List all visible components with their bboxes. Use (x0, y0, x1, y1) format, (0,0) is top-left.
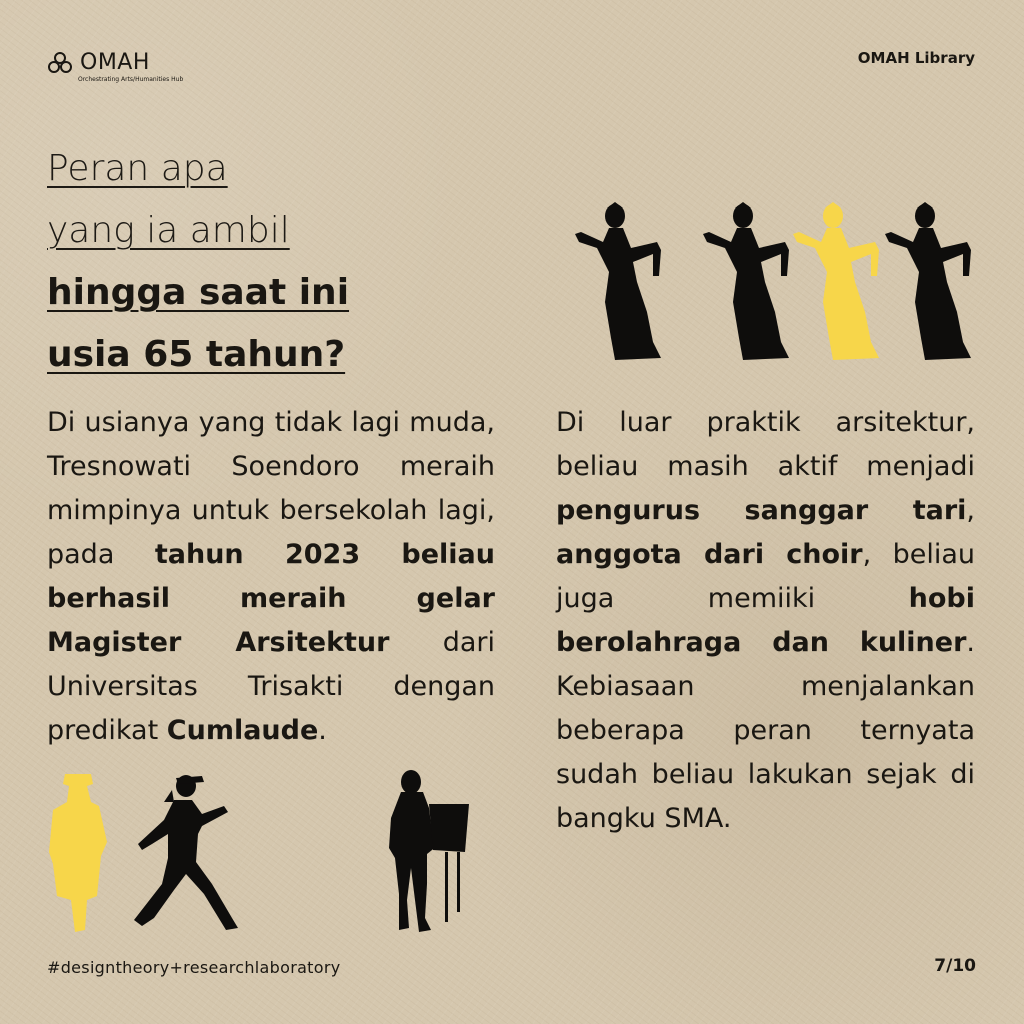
right-text-4: . Kebiasaan menjalankan beberapa peran ternyata sudah beliau lakukan sejak di bangku SMA. (556, 627, 975, 834)
dancer-silhouette-icon (703, 202, 789, 360)
painter-silhouette-icon (385, 768, 471, 936)
walker-silhouette-icon (128, 772, 240, 936)
question-line-1: Peran apa (47, 148, 228, 189)
left-text-2: dari Universitas Trisakti dengan predikat (47, 627, 495, 746)
hashtag: #designtheory+researchlaboratory (47, 958, 341, 977)
left-text-3: . (318, 715, 327, 746)
right-text-3: , beliau juga memiiki (556, 539, 975, 614)
omah-logo-icon (46, 51, 74, 75)
question-heading (47, 138, 507, 386)
right-paragraph (556, 401, 975, 841)
logo-text: OMAH (80, 50, 150, 75)
library-label: OMAH Library (857, 49, 975, 67)
right-bold-3: hobi berolahraga dan kuliner (556, 583, 975, 658)
right-text-2: , (966, 495, 975, 526)
right-bold-1: pengurus sanggar tari (556, 495, 967, 526)
question-line-3: hingga saat ini (47, 272, 350, 313)
dancer-silhouette-icon (793, 202, 879, 360)
question-line-2: yang ia ambil (47, 210, 290, 251)
left-text-1: Di usianya yang tidak lagi muda, Tresnowati Soendoro meraih mimpinya untuk bersekolah lagi, pada (47, 407, 495, 570)
left-paragraph (47, 401, 495, 753)
dancer-silhouette-icon (885, 202, 971, 360)
question-line-4: usia 65 tahun? (47, 334, 346, 375)
omah-logo[interactable] (46, 50, 184, 83)
right-text-1: Di luar praktik arsitektur, beliau masih aktif menjadi (556, 407, 975, 482)
graduate-silhouette-icon (47, 772, 109, 934)
dancers-illustration (575, 200, 979, 362)
right-bold-2: anggota dari choir (556, 539, 863, 570)
page-number: 7/10 (934, 956, 976, 976)
left-bold-1: tahun 2023 beliau berhasil meraih gelar Magister Arsitektur (47, 539, 495, 658)
logo-tagline: Orchestrating Arts/Humanities Hub (78, 76, 184, 83)
dancer-silhouette-icon (575, 202, 661, 360)
left-bold-2: Cumlaude (166, 715, 319, 746)
